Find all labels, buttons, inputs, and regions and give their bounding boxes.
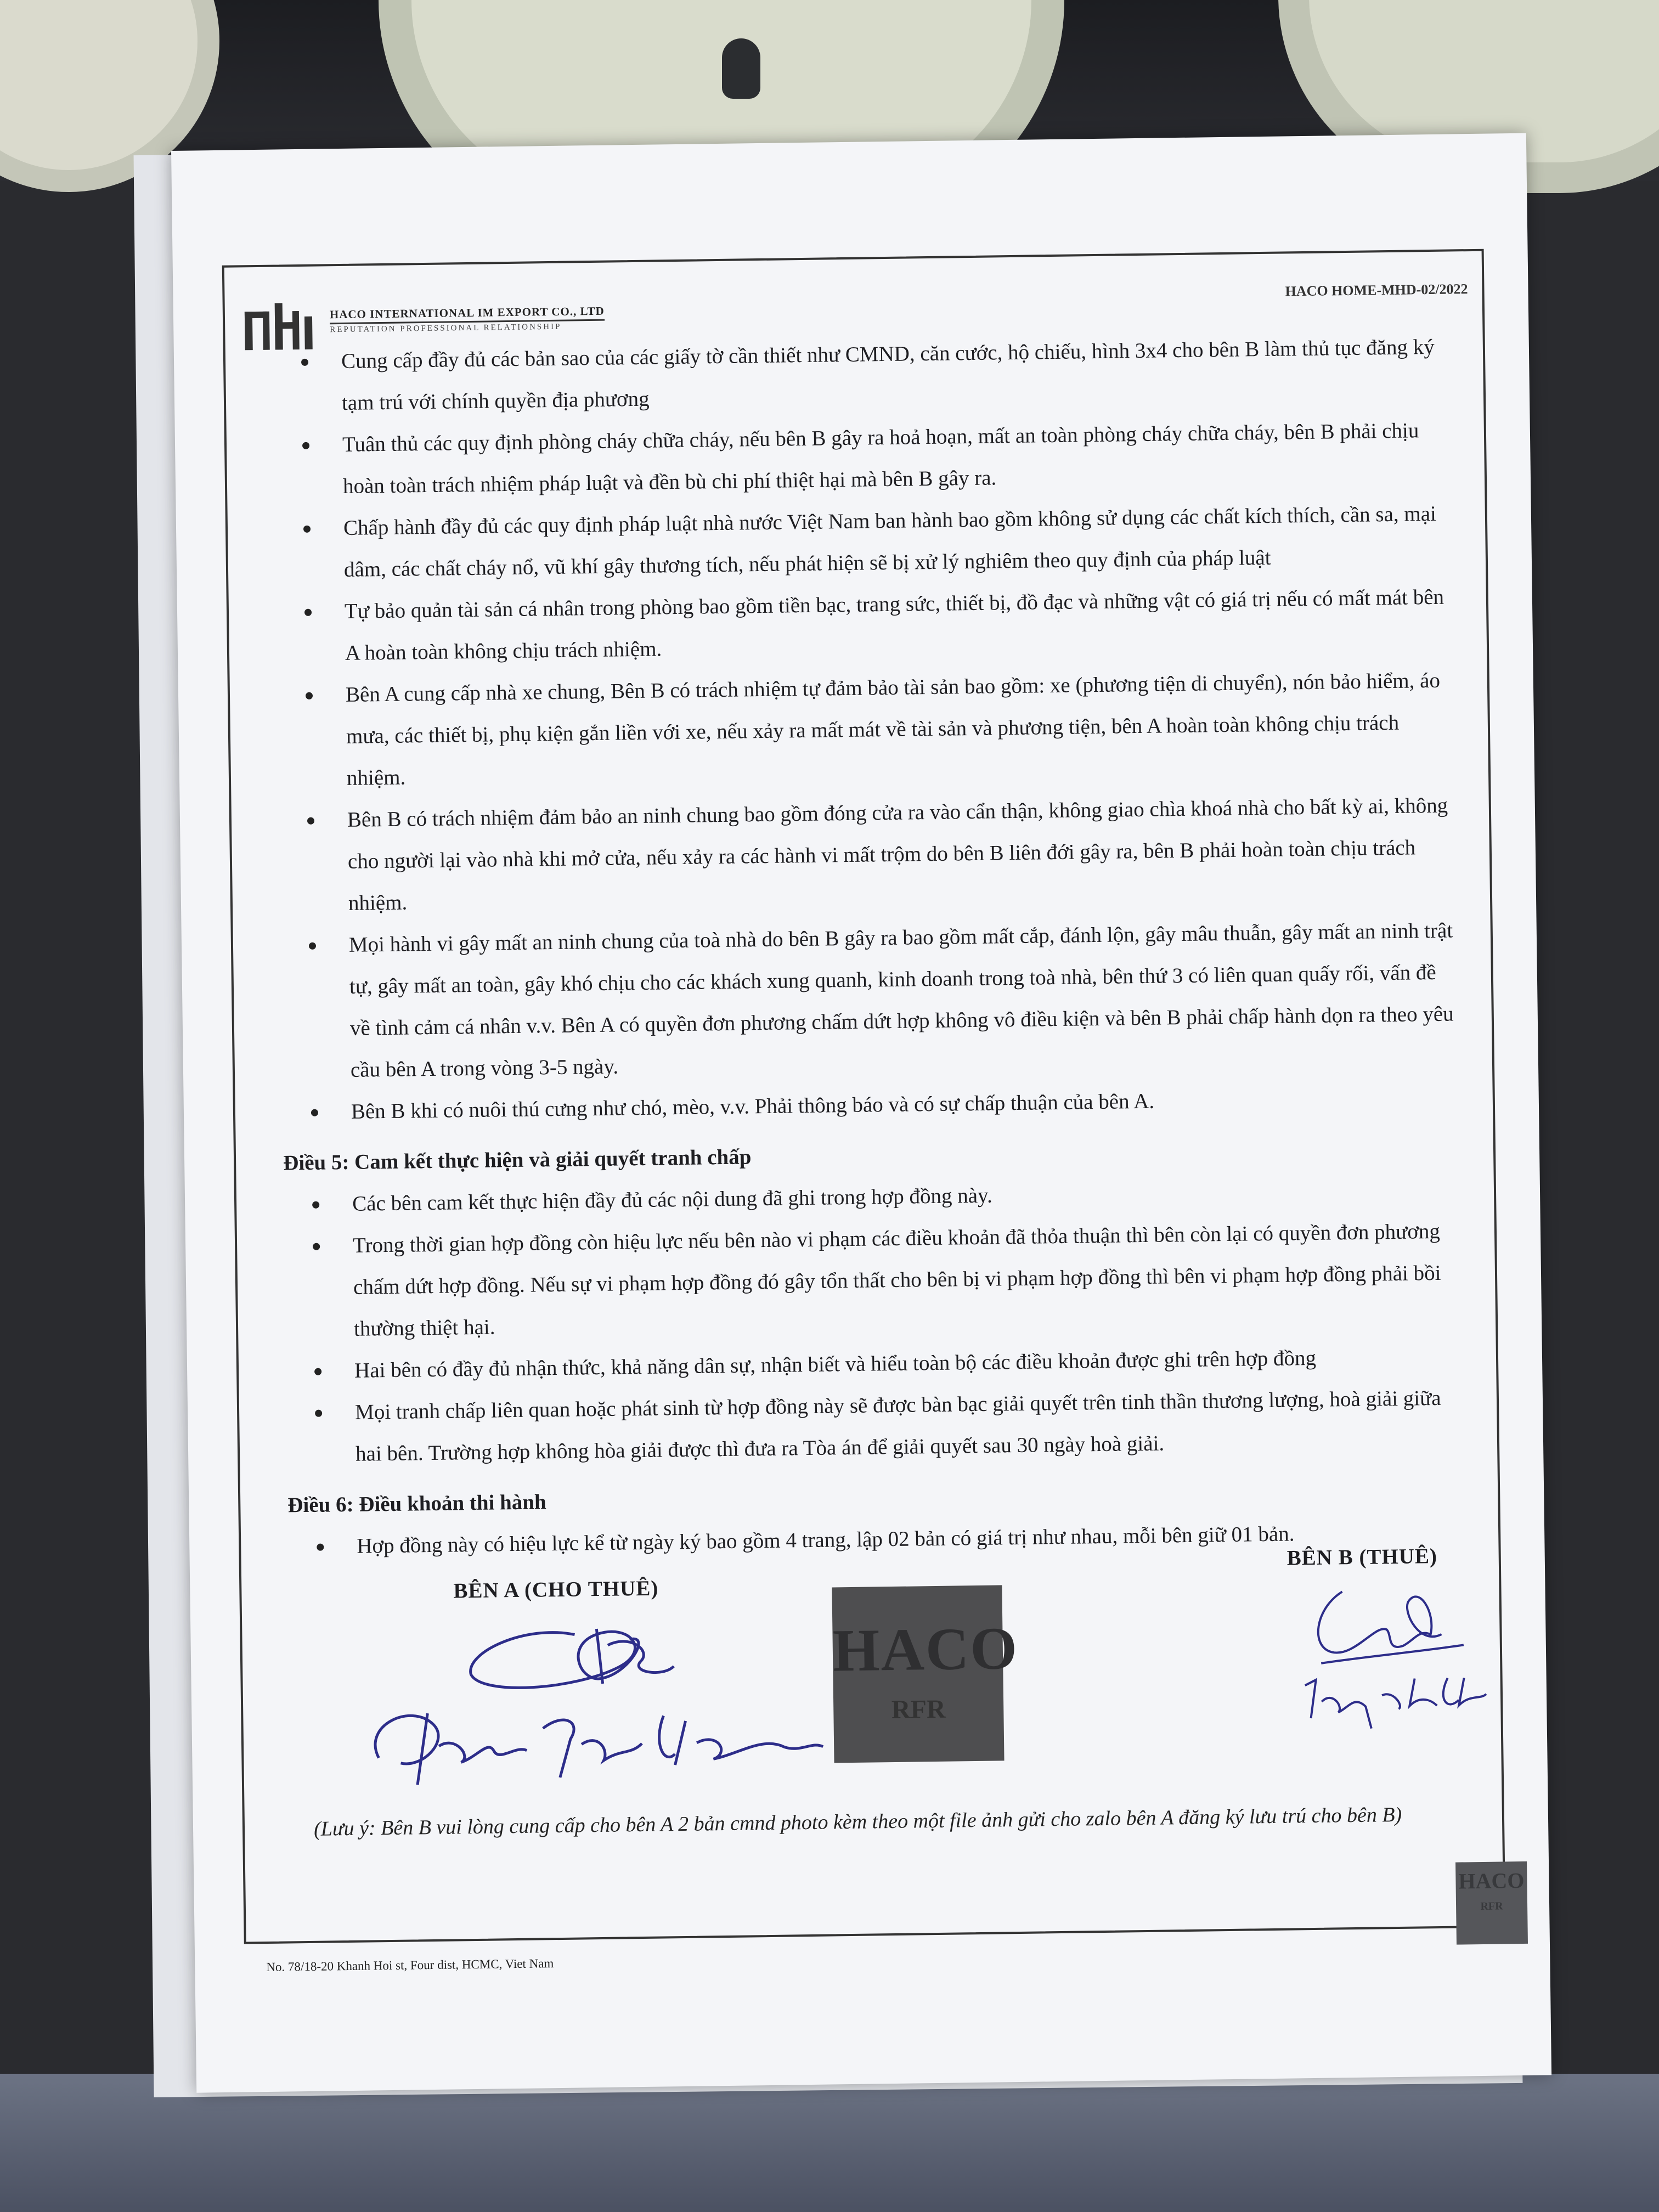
contract-body — [273, 326, 1466, 1803]
list-item: Chấp hành đầy đủ các quy định pháp luật nhà nước Việt Nam ban hành bao gồm không sử dụng các chất kích thích, cần sa, mại dâm, các chất cháy nổ, vũ khí gây thương tích, nếu phát hiện sẽ bị xử lý nghiêm theo quy định của pháp luật — [275, 493, 1450, 592]
party-b-signature-icon — [1293, 1567, 1503, 1735]
party-b-label: BÊN B (THUÊ) — [1286, 1544, 1438, 1570]
list-item: Hai bên có đầy đủ nhận thức, khả năng dân sự, nhận biết và hiểu toàn bộ các điều khoản được ghi trên hợp đồng — [286, 1335, 1460, 1392]
list-item: Các bên cam kết thực hiện đầy đủ các nội dung đã ghi trong hợp đồng này. — [284, 1169, 1458, 1226]
list-item: Bên A cung cấp nhà xe chung, Bên B có trách nhiệm tự đảm bảo tài sản bao gồm: xe (phương tiện di chuyển), nón bảo hiểm, áo mưa, các thiết bị, phụ kiện gắn liền với xe, nếu xảy ra mất mát về tài sản và phương tiện, bên A hoàn toàn không chịu trách nhiệm. — [277, 660, 1453, 800]
section4-list — [273, 326, 1457, 1134]
corner-stamp-subtext: RFR — [1480, 1900, 1503, 1913]
party-a-signature-icon — [344, 1599, 830, 1802]
list-item: Mọi tranh chấp liên quan hoặc phát sinh từ hợp đồng này sẽ được bàn bạc giải quyết trên tinh thần thương lượng, hoà giải giữa hai bên. Trường hợp không hòa giải được thì đưa ra Tòa án để giải quyết sau 30 ngày hoà giải. — [286, 1377, 1462, 1476]
list-item: Trong thời gian hợp đồng còn hiệu lực nếu bên nào vi phạm các điều khoản đã thỏa thuận thì bên còn lại có quyền đơn phương chấm dứt hợp đồng. Nếu sự vi phạm hợp đồng đó gây tổn thất cho bên bị vi phạm hợp đồng thì bên vi phạm hợp đồng phải bồi thường thiệt hại. — [284, 1210, 1460, 1351]
document-reference: HACO HOME-MHD-02/2022 — [1285, 281, 1468, 300]
section5-list — [284, 1169, 1462, 1476]
list-item: Hợp đồng này có hiệu lực kể từ ngày ký bao gồm 4 trang, lập 02 bản có giá trị như nhau, mỗi bên giữ 01 bản. — [288, 1511, 1463, 1568]
footer-address: No. 78/18-20 Khanh Hoi st, Four dist, HCMC, Viet Nam — [266, 1956, 554, 1974]
company-name: HACO INTERNATIONAL IM EXPORT CO., LTD — [330, 304, 605, 325]
list-item: Tự bảo quản tài sản cá nhân trong phòng bao gồm tiền bạc, trang sức, thiết bị, đồ đạc và những vật có giá trị nếu có mất mát bên A hoàn toàn không chịu trách nhiệm. — [276, 577, 1451, 675]
corner-stamp — [1455, 1861, 1528, 1945]
keyhole-shape — [722, 38, 760, 99]
stamp-subtext: RFR — [891, 1694, 946, 1725]
stamp-text: HACO — [832, 1615, 1019, 1684]
section5-heading: Điều 5: Cam kết thực hiện và giải quyết tranh chấp — [283, 1145, 752, 1175]
note-text: (Lưu ý: Bên B vui lòng cung cấp cho bên A 2 bản cmnd photo kèm theo một file ảnh gửi cho zalo bên A đăng ký lưu trú cho bên B) — [313, 1803, 1402, 1841]
section6-heading: Điều 6: Điều khoản thi hành — [287, 1490, 546, 1517]
list-item: Cung cấp đầy đủ các bản sao của các giấy tờ cần thiết như CMND, căn cước, hộ chiếu, hình 3x4 cho bên B làm thủ tục đăng ký tạm trú với chính quyền địa phương — [273, 326, 1448, 425]
corner-stamp-text: HACO — [1458, 1867, 1525, 1894]
list-item: Mọi hành vi gây mất an ninh chung của toà nhà do bên B gây ra bao gồm mất cắp, đánh lộn, gây mâu thuẫn, gây mất an ninh trật tự, gây mất an toàn, gây khó chịu cho các khách xung quanh, kinh doanh trong toà nhà, bên thứ 3 có liên quan quấy rối, vấn đề về tình cảm cá nhân v.v. Bên A có quyền đơn phương chấm dứt hợp không vô điều kiện và bên B phải chấp hành dọn ra theo yêu cầu bên A trong vòng 3-5 ngày. — [280, 910, 1456, 1092]
party-a-label: BÊN A (CHO THUÊ) — [453, 1576, 659, 1603]
list-item: Bên B có trách nhiệm đảm bảo an ninh chung bao gồm đóng cửa ra vào cẩn thận, không giao chìa khoá nhà cho bất kỳ ai, không cho người lại vào nhà khi mở cửa, nếu xảy ra các hành vi mất trộm do bên B liên đới gây ra, bên B phải hoàn toàn chịu trách nhiệm. — [279, 785, 1454, 926]
company-tagline: REPUTATION PROFESSIONAL RELATIONSHIP — [330, 322, 562, 335]
list-item: Bên B khi có nuôi thú cưng như chó, mèo, v.v. Phải thông báo và có sự chấp thuận của bên A. — [282, 1076, 1457, 1133]
company-stamp — [832, 1585, 1019, 1763]
contract-page — [171, 133, 1551, 2093]
signature-area — [289, 1544, 1465, 1803]
list-item: Tuân thủ các quy định phòng cháy chữa cháy, nếu bên B gây ra hoả hoạn, mất an toàn phòng cháy chữa cháy, bên B phải chịu hoàn toàn trách nhiệm pháp luật và đền bù chi phí thiệt hại mà bên B gây ra. — [274, 410, 1449, 509]
